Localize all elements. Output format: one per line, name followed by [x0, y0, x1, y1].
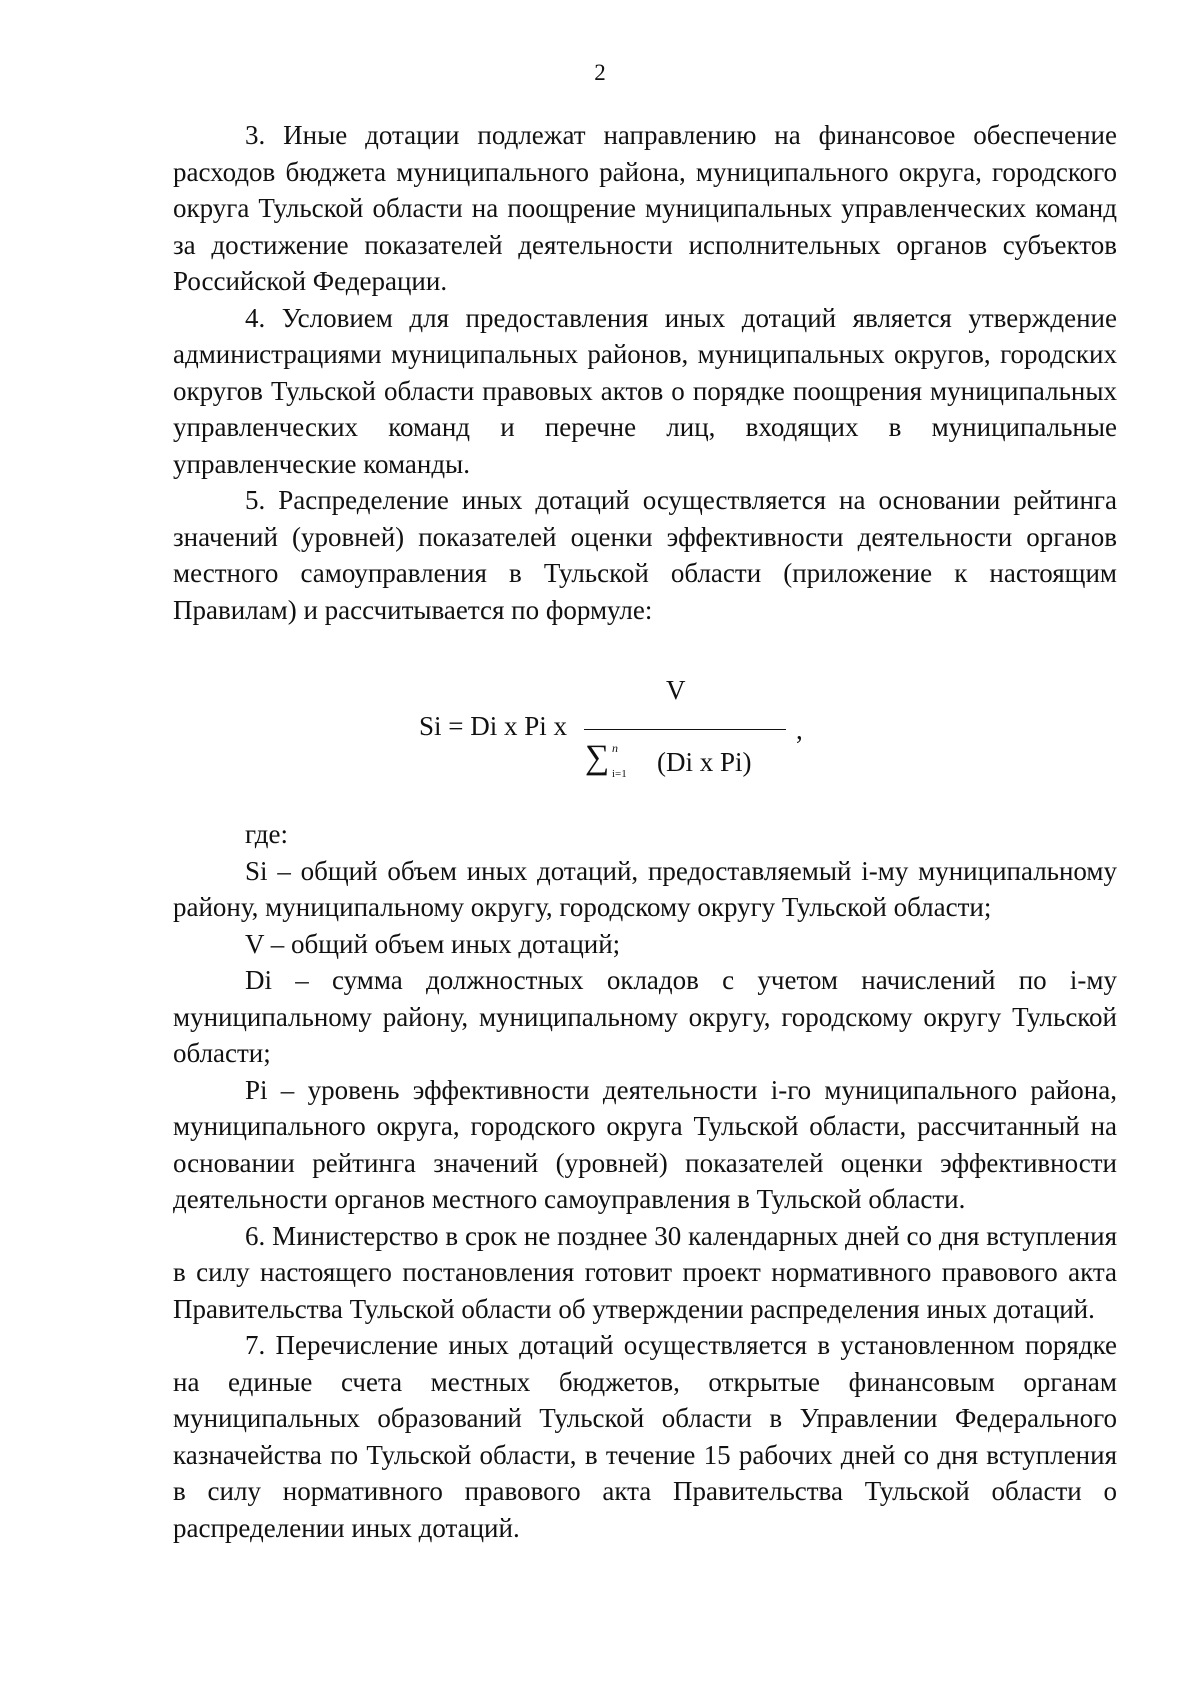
paragraph-7: 7. Перечисление иных дотаций осуществляется в установленном порядке на единые счета местных бюджетов, открытые финансовым органам муниципальных образований Тульской области в Управлении Федерального казначейства по Тульской области, в течение 15 рабочих дней со дня вступления в силу нормативного правового акта Правительства Тульской области о распределении иных дотаций. — [173, 1330, 1117, 1543]
definition-v: V – общий объем иных дотаций; — [245, 928, 621, 959]
formula-comma: , — [796, 715, 803, 745]
formula-numerator: V — [666, 675, 686, 705]
where-label: где: — [245, 819, 288, 849]
definition-di: Di – сумма должностных окладов с учетом начислений по i-му муниципальному району, муниципальному округу, городскому округу Тульской области; — [173, 965, 1117, 1068]
paragraph-3: 3. Иные дотации подлежат направлению на финансовое обеспечение расходов бюджета муниципального района, муниципального округа, городского округа Тульской области на поощрение муниципальных управленческих команд за достижение показателей деятельности исполнительных органов субъектов Российской Федерации. — [173, 120, 1117, 296]
formula-lhs: Si = Di x Pi x — [419, 711, 568, 741]
definition-si: Si – общий объем иных дотаций, предоставляемый i-му муниципальному району, муниципальному округу, городскому округу Тульской области; — [173, 855, 1117, 922]
sum-symbol: ∑ — [585, 739, 610, 776]
sum-lower-limit: i=1 — [612, 768, 627, 780]
definition-pi: Pi – уровень эффективности деятельности i-го муниципального района, муниципального округа, городского округа Тульской области, рассчитанный на основании рейтинга значений (уровней) показателей оценки эффективности деятельности органов местного самоуправления в Тульской области. — [173, 1074, 1117, 1214]
paragraph-4: 4. Условием для предоставления иных дотаций является утверждение администрациями муниципальных районов, муниципальных округов, городских округов Тульской области правовых актов о порядке поощрения муниципальных управленческих команд и перечне лиц, входящих в муниципальные управленческие команды. — [173, 302, 1117, 479]
formula — [173, 668, 1117, 810]
document-body — [173, 117, 1117, 1546]
page-number: 2 — [594, 60, 606, 85]
paragraph-6: 6. Министерство в срок не позднее 30 календарных дней со дня вступления в силу настоящего постановления готовит проект нормативного правового акта Правительства Тульской области об утверждении распределения иных дотаций. — [173, 1220, 1117, 1324]
sum-upper-limit: n — [612, 741, 618, 755]
formula-denominator: (Di x Pi) — [657, 747, 752, 777]
paragraph-5: 5. Распределение иных дотаций осуществляется на основании рейтинга значений (уровней) показателей оценки эффективности деятельности органов местного самоуправления в Тульской области (приложение к настоящим Правилам) и рассчитывается по формуле: — [173, 485, 1117, 625]
